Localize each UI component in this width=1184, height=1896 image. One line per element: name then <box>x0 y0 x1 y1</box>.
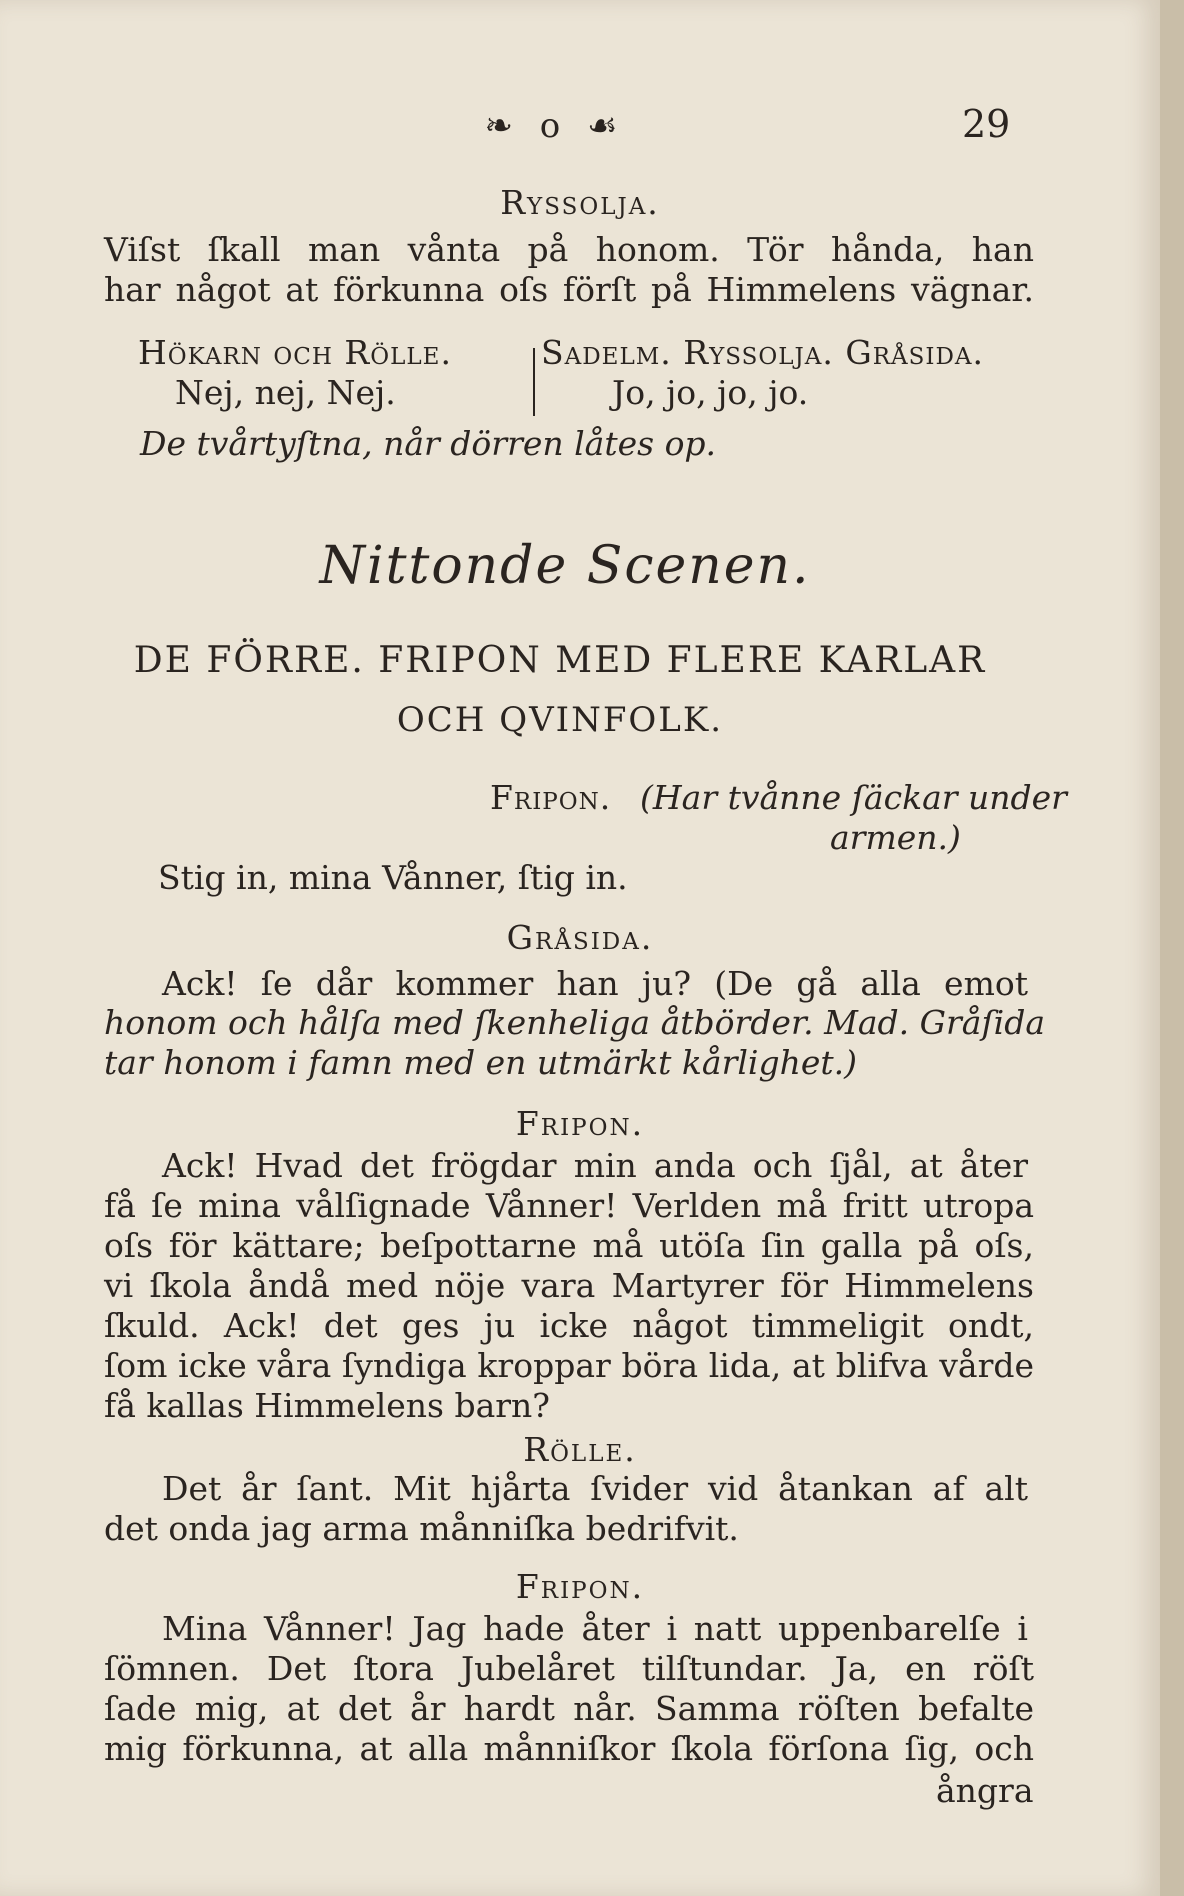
dialogue-line: ſom icke våra ſyndiga kroppar böra lida, at blifva vårde <box>104 1346 1034 1385</box>
page-gutter <box>1160 0 1184 1896</box>
speaker-fripon: Fripon. <box>515 1104 645 1143</box>
page-number: 29 <box>962 102 1011 146</box>
dialogue-line: Det år ſant. Mit hjårta ſvider vid åtankan af alt <box>162 1469 1028 1508</box>
left-reply: Nej, nej, Nej. <box>175 373 396 412</box>
cast-list-line: OCH QVINFOLK. <box>396 700 724 740</box>
cast-list-line: DE FÖRRE. FRIPON MED FLERE KARLAR <box>133 640 987 681</box>
catchword: ångra <box>936 1771 1034 1810</box>
dialogue-line: har något at förkunna oſs förſt på Himmelens vägnar. <box>104 270 1034 309</box>
dialogue-line: Viſst ſkall man vånta på honom. Tör hånda, han <box>104 230 1034 269</box>
right-reply: Jo, jo, jo, jo. <box>612 373 809 412</box>
speaker-grasida: Gråsida. <box>506 918 654 957</box>
dialogue-line: det onda jag arma månniſka bedrifvit. <box>104 1509 739 1548</box>
right-speakers: Sadelm. Ryssolja. Gråsida. <box>541 333 984 372</box>
dialogue-line: Stig in, mina Vånner, ſtig in. <box>158 858 628 897</box>
dialogue-line: ſade mig, at det år hardt når. Samma röſten befalte <box>104 1689 1034 1728</box>
stage-direction: honom och hålſa med ſkenheliga åtbörder. Mad. Gråſida <box>104 1003 1046 1042</box>
stage-direction: De tvårtyſtna, når dörren låtes op. <box>140 424 717 463</box>
dialogue-line: Ack! ſe dår kommer han ju? (De gå alla emot <box>162 964 1028 1003</box>
speaker-ryssolja: Ryssolja. <box>500 183 660 222</box>
speaker-fripon: Fripon. <box>515 1567 645 1606</box>
left-speakers: Hökarn och Rölle. <box>138 333 452 372</box>
stage-direction: tar honom i famn med en utmärkt kårlighet.) <box>104 1043 857 1082</box>
dialogue-line: få kallas Himmelens barn? <box>104 1386 550 1425</box>
dialogue-line: vi ſkola åndå med nöje vara Martyrer för Himmelens <box>104 1266 1034 1305</box>
header-ornament: ❧ o ☙ <box>484 106 626 146</box>
speaker-fripon: Fripon. <box>490 778 612 817</box>
running-header <box>0 102 1160 152</box>
speaker-rolle: Rölle. <box>523 1430 637 1469</box>
dialogue-line: få ſe mina vålſignade Vånner! Verlden må fritt utropa <box>104 1186 1034 1225</box>
dialogue-line: oſs för kättare; beſpottarne må utöſa ſin galla på oſs, <box>104 1226 1034 1265</box>
stage-direction: armen.) <box>830 818 961 857</box>
stage-direction: (Har tvånne ſäckar under <box>640 778 1067 817</box>
dialogue-line: ſkuld. Ack! det ges ju icke något timmeligit ondt, <box>104 1306 1034 1345</box>
dialogue-line: ſömnen. Det ſtora Jubelåret tilſtundar. Ja, en röſt <box>104 1649 1034 1688</box>
column-divider <box>533 348 535 416</box>
dialogue-line: Ack! Hvad det frögdar min anda och ſjål, at åter <box>162 1146 1028 1185</box>
dialogue-line: Mina Vånner! Jag hade åter i natt uppenbarelſe i <box>162 1609 1028 1648</box>
scene-title: Nittonde Scenen. <box>319 536 811 596</box>
dialogue-line: mig förkunna, at alla månniſkor ſkola förſona ſig, och <box>104 1729 1034 1768</box>
